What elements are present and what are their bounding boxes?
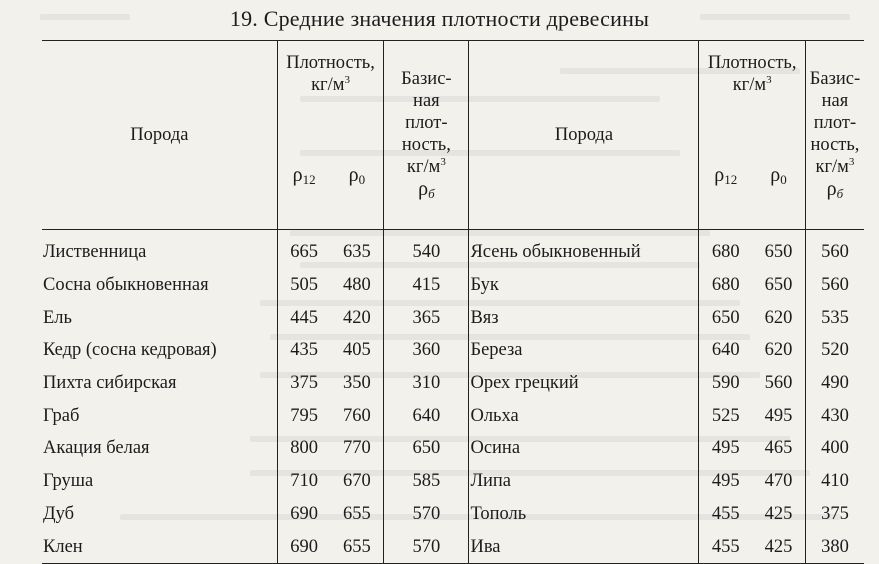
breed-name-left: Пихта сибирская [43,373,177,394]
density-rho12-right: 455 [699,530,752,563]
rho-symbol: ρ [826,178,837,200]
density-rho0-left: 655 [331,530,384,563]
density-rho0-left: 480 [343,275,371,296]
basis-density-right: 375 [805,498,864,531]
basis-density-left: 310 [384,367,469,400]
density-rho12-right: 680 [699,269,752,302]
header-breed-left-label: Порода [130,125,189,145]
basis-density-left: 570 [384,498,469,531]
density-rho12-right: 650 [699,301,752,334]
density-rho12-left: 795 [277,399,330,432]
density-rho0-right: 425 [752,530,805,563]
table-row [42,367,864,400]
density-rho12-right: 495 [699,465,752,498]
basis-density-left: 650 [384,432,469,465]
basis-line: ность, [401,135,451,155]
header-rho0-left [331,103,384,229]
density-rho0-right: 425 [764,503,793,524]
density-rho12-left: 800 [277,432,330,465]
basis-line: ная [413,91,440,111]
density-rho0-right: 650 [764,275,793,296]
basis-density-right: 430 [805,399,864,432]
header-rho12-right [699,103,752,229]
unit-power: 3 [766,74,772,86]
table-row [42,269,864,302]
rho-b-subscript: б [836,186,844,201]
density-rho12-left: 435 [277,334,330,367]
table-row [42,465,864,498]
breed-name-left: Сосна обыкновенная [43,275,209,296]
density-rho0-right: 650 [764,242,793,263]
rho-symbol: ρ [348,163,359,186]
header-breed-left [42,41,277,230]
table-row [42,334,864,367]
density-rho0-left: 655 [343,503,371,524]
breed-name-right: Ива [469,530,699,563]
breed-name-left: Дуб [43,503,75,524]
rho-b-subscript: б [428,186,435,201]
header-rho0-right [752,103,805,229]
rho0-subscript: 0 [780,171,787,187]
basis-line: Базис- [809,69,861,89]
basis-density-left: 415 [384,269,469,302]
basis-density-left: 360 [384,334,469,367]
density-rho12-left: 665 [277,230,330,269]
density-rho0-left: 670 [343,471,371,492]
density-rho12-left: 690 [277,530,330,563]
table-caption: 19. Средние значения плотности древесины [229,6,650,31]
density-rho0-right: 470 [764,471,793,492]
breed-name-right: Тополь [469,498,699,531]
unit-power: 3 [848,156,855,168]
rho0-subscript: 0 [358,171,366,187]
rho-symbol: ρ [418,178,429,200]
basis-density-right: 520 [805,334,864,367]
basis-line: ность, [810,135,860,155]
table-row [42,498,864,531]
density-rho0-left: 770 [343,438,371,459]
basis-density-right: 410 [805,465,864,498]
basis-density-left: 365 [384,301,469,334]
breed-name-right: Бук [469,269,699,302]
header-density-left [277,41,383,104]
basis-density-right: 535 [805,301,864,334]
table-row [42,399,864,432]
rho-symbol: ρ [770,163,781,186]
breed-name-left: Акация белая [43,438,150,459]
basis-density-left: 585 [384,465,469,498]
density-table [42,40,864,564]
density-rho0-left: 420 [343,307,371,328]
density-rho12-left: 690 [277,498,330,531]
density-rho12-right: 495 [699,432,752,465]
basis-line: плот- [405,113,448,133]
density-rho12-right: 640 [699,334,752,367]
basis-density-left: 570 [384,530,469,563]
breed-name-right: Осина [469,432,699,465]
rho12-subscript: 12 [302,171,316,187]
rho-symbol: ρ [292,163,303,186]
breed-name-right: Вяз [469,301,699,334]
density-rho0-right: 495 [764,405,793,426]
table-row [42,530,864,563]
header-basis-left [384,41,469,230]
basis-line: ная [821,91,849,111]
breed-name-right: Ясень обыкновенный [469,230,699,269]
breed-name-left: Кедр (сосна кедровая) [43,340,217,361]
basis-density-right: 560 [805,269,864,302]
header-rho12-left [277,103,330,229]
rho-symbol: ρ [714,163,725,186]
density-rho12-left: 505 [277,269,330,302]
density-rho0-left: 760 [343,405,371,426]
density-rho12-left: 445 [277,301,330,334]
table-header [42,41,864,230]
header-breed-right [469,41,699,230]
header-basis-right [805,41,864,230]
basis-density-left: 640 [384,399,469,432]
rho12-subscript: 12 [724,171,738,187]
table-body [42,230,864,564]
basis-density-right: 490 [805,367,864,400]
header-density-right [699,41,805,104]
density-rho12-left: 375 [277,367,330,400]
breed-name-left: Лиственница [43,242,147,263]
header-breed-right-label: Порода [554,125,614,145]
density-rho12-right: 455 [699,498,752,531]
density-rho12-right: 680 [699,230,752,269]
basis-line: кг/м [815,157,849,177]
breed-name-right: Береза [469,334,699,367]
table-row [42,301,864,334]
density-rho12-right: 525 [699,399,752,432]
density-rho0-right: 465 [764,438,793,459]
header-density-right-label: Плотность, кг/м [707,53,797,95]
basis-line: кг/м [406,157,441,177]
unit-power: 3 [344,74,350,86]
unit-power: 3 [440,156,446,168]
density-rho0-left: 635 [343,242,371,263]
basis-density-left: 540 [384,230,469,269]
table-row [42,230,864,269]
breed-name-right: Орех грецкий [469,367,699,400]
header-density-left-label: Плотность, кг/м [286,53,375,95]
basis-density-right: 560 [805,230,864,269]
density-rho0-right: 620 [764,340,793,361]
density-rho0-left: 405 [343,340,371,361]
density-rho0-left: 350 [343,373,371,394]
table-row [42,432,864,465]
density-rho12-right: 590 [699,367,752,400]
breed-name-left: Груша [43,471,94,492]
basis-line: Базис- [401,69,452,89]
density-rho12-left: 710 [277,465,330,498]
basis-line: плот- [813,113,857,133]
density-rho0-right: 560 [764,373,793,394]
breed-name-left: Клен [42,530,277,563]
breed-name-right: Липа [469,465,699,498]
basis-density-right: 400 [805,432,864,465]
breed-name-left: Граб [43,405,80,426]
breed-name-right: Ольха [469,399,699,432]
basis-density-right: 380 [805,530,864,563]
breed-name-left: Ель [43,307,72,328]
density-rho0-right: 620 [764,307,793,328]
